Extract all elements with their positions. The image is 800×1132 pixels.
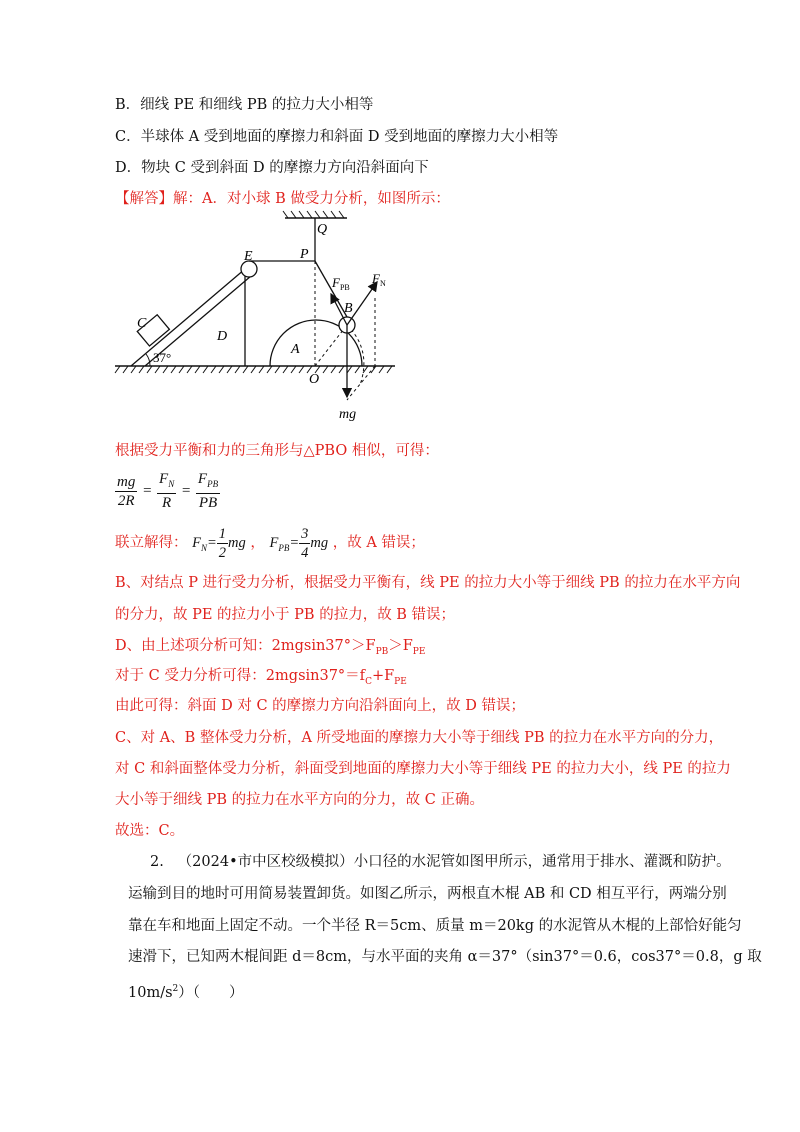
answer-intro: 解：A．对小球 B 做受力分析，如图所示： [173, 191, 450, 207]
label-b: B [344, 301, 353, 316]
force-diagram [110, 208, 410, 428]
label-a: A [291, 342, 300, 357]
analysis-c-line1: C、对 A、B 整体受力分析，A 所受地面的摩擦力大小等于细线 PB 的拉力在水平方向的分力， [115, 730, 724, 746]
analysis-d-line2: 对于 C 受力分析可得：$2mgsin37^\circ=f_C+F_{PE}$ [115, 668, 407, 687]
label-d: D [217, 329, 228, 344]
label-angle: 37° [153, 350, 172, 365]
option-b: B．细线 PE 和细线 PB 的拉力大小相等 [115, 97, 374, 113]
analysis-d-line3: 由此可得：斜面 D 对 C 的摩擦力方向沿斜面向上，故 D 错误； [115, 698, 525, 714]
strings [249, 218, 347, 317]
answer-choice: 故选：C。 [115, 823, 185, 839]
frac-mg-2r: $\frac{mg}{2R}$ [117, 473, 136, 509]
incline-d [131, 269, 251, 366]
label-q: Q [317, 222, 328, 237]
ground [115, 366, 395, 373]
question-2-line2: 运输到目的地时可用简易装置卸货。如图乙所示，两根直木棍 AB 和 CD 相互平行，两端分别 [128, 886, 727, 902]
frac-fn-r: $\frac{F_N}{R}$ [159, 471, 175, 511]
ceiling [283, 211, 347, 218]
option-d: D．物块 C 受到斜面 D 的摩擦力方向沿斜面向下 [115, 160, 429, 176]
frac-fpb-pb: $\frac{F_{PB}}{PB}$ [197, 471, 219, 511]
answer-heading [115, 189, 450, 209]
question-2-line5: $10m/s^2$）（ ） [128, 984, 244, 1001]
question-number: 2. [150, 854, 164, 870]
label-fpb: $F_{PB}$ [332, 275, 350, 292]
analysis-d-line1: D、由上述项分析可知：$2mgsin37^\circ>F_{PB}>F_{PE}$ [115, 638, 426, 657]
analysis-b-line2: 的分力，故 PE 的拉力小于 PB 的拉力，故 B 错误； [115, 607, 456, 623]
analysis-c-line3: 大小等于细线 PB 的拉力在水平方向的分力，故 C 正确。 [115, 792, 484, 808]
label-fn: $F_N$ [372, 271, 386, 288]
solved-line: 联立解得： $F_N=$ $\frac{1}{2}$ mg ， $F_{PB}=$ $\frac{3}{4}$ mg ，故 A 错误； [115, 525, 425, 561]
label-c: C [137, 316, 147, 331]
analysis-b-line1: B、对结点 P 进行受力分析，根据受力平衡有，线 PE 的拉力大小等于细线 PB 的拉力在水平方向 [115, 575, 741, 591]
question-2-line4: 速滑下，已知两木棍间距 d＝8cm，与水平面的夹角 α＝37°（sin37°＝0.6，cos37°＝0.8，g 取 [128, 949, 762, 965]
question-2-line1: 2. （2024•市中区校级模拟）小口径的水泥管如图甲所示，通常用于排水、灌溉和防护。 [150, 854, 731, 870]
proportion-formula: $\frac{mg}{2R}$ = $\frac{F_N}{R}$ = $\frac{F_{PB}}{PB}$ [117, 471, 219, 511]
similar-text: 根据受力平衡和力的三角形与△PBO 相似，可得： [115, 443, 439, 459]
label-mg: mg [339, 407, 357, 422]
option-c: C．半球体 A 受到地面的摩擦力和斜面 D 受到地面的摩擦力大小相等 [115, 129, 559, 145]
question-2-line3: 靠在车和地面上固定不动。一个半径 R＝5cm、质量 m＝20kg 的水泥管从木棍的上部恰好能匀 [128, 918, 742, 934]
label-o: O [309, 372, 320, 387]
answer-tag: 【解答】 [115, 191, 173, 207]
label-p: P [300, 247, 309, 262]
analysis-c-line2: 对 C 和斜面整体受力分析，斜面受到地面的摩擦力大小等于细线 PE 的拉力大小，线 PE 的拉力 [115, 761, 731, 777]
label-e: E [244, 249, 253, 264]
